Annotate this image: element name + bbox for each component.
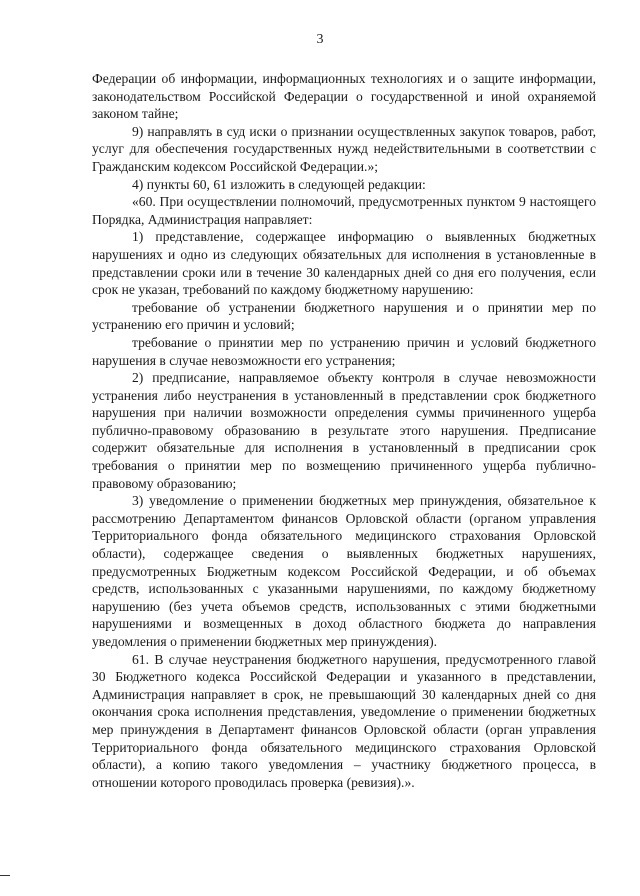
- paragraph-clause-61: 61. В случае неустранения бюджетного нарушения, предусмотренного главой 30 Бюджетного кодекса Российской Федерации и указанного в представлении, Администрация направляет в срок, не превышающий 30 календарных дней со дня окончания срока исполнения представления, уведомление о применении бюджетных мер принуждения в Департамент финансов Орловской области (орган управления Территориального фонда обязательного медицинского страхования Орловской области), а копию такого уведомления – участнику бюджетного процесса, в отношении которого проводилась проверка (ревизия).».: [92, 651, 596, 790]
- paragraph-amendment-4: 4) пункты 60, 61 изложить в следующей редакции:: [132, 176, 426, 192]
- paragraph-clause-60: «60. При осуществлении полномочий, предусмотренных пунктом 9 настоящего Порядка, Администрация направляет:: [92, 194, 596, 227]
- paragraph-subitem-2: 2) предписание, направляемое объекту контроля в случае невозможности устранения либо неустранения в установленный в представлении срок бюджетного нарушения при наличии возможности определения суммы причиненного ущерба публично-правовому образованию в результате этого нарушения. Предписание содержит обязательные для исполнения в установленный в предписании срок требования о принятии мер по возмещению причиненного ущерба публично-правовому образованию;: [92, 370, 596, 491]
- paragraph-item-9: 9) направлять в суд иски о признании осуществленных закупок товаров, работ, услуг для обеспечения государственных нужд недействительными в соответствии с Гражданским кодексом Российской Федерации.»;: [92, 123, 596, 174]
- paragraph-subitem-1: 1) представление, содержащее информацию о выявленных бюджетных нарушениях и одно из следующих обязательных для исполнения в установленные в представлении сроки или в течение 30 календарных дней со дня его получения, если срок не указан, требований по каждому бюджетному нарушению:: [92, 229, 596, 298]
- paragraph-subitem-3: 3) уведомление о применении бюджетных мер принуждения, обязательное к рассмотрению Департаментом финансов Орловской области (органом управления Территориального фонда обязательного медицинского страхования Орловской области), содержащее сведения о выявленных бюджетных нарушениях, предусмотренных Бюджетным кодексом Российской Федерации, и об объемах средств, использованных с указанными нарушениями, по каждому бюджетному нарушению (без учета объемов средств, использованных с этими бюджетными нарушениями и возмещенных в доход областного бюджета до направления уведомления о применении бюджетных мер принуждения).: [92, 493, 596, 649]
- paragraph-requirement-1: требование об устранении бюджетного нарушения и о принятии мер по устранению его причин и условий;: [92, 299, 596, 333]
- scan-edge-mark: [0, 875, 10, 876]
- paragraph-continuation: Федерации об информации, информационных технологиях и о защите информации, законодательством Российской Федерации о государственной и иной охраняемой законом тайне;: [92, 71, 596, 122]
- paragraph-requirement-2: требование о принятии мер по устранению причин и условий бюджетного нарушения в случае невозможности его устранения;: [92, 334, 596, 368]
- document-body: [92, 70, 596, 791]
- page-number: 3: [316, 32, 324, 47]
